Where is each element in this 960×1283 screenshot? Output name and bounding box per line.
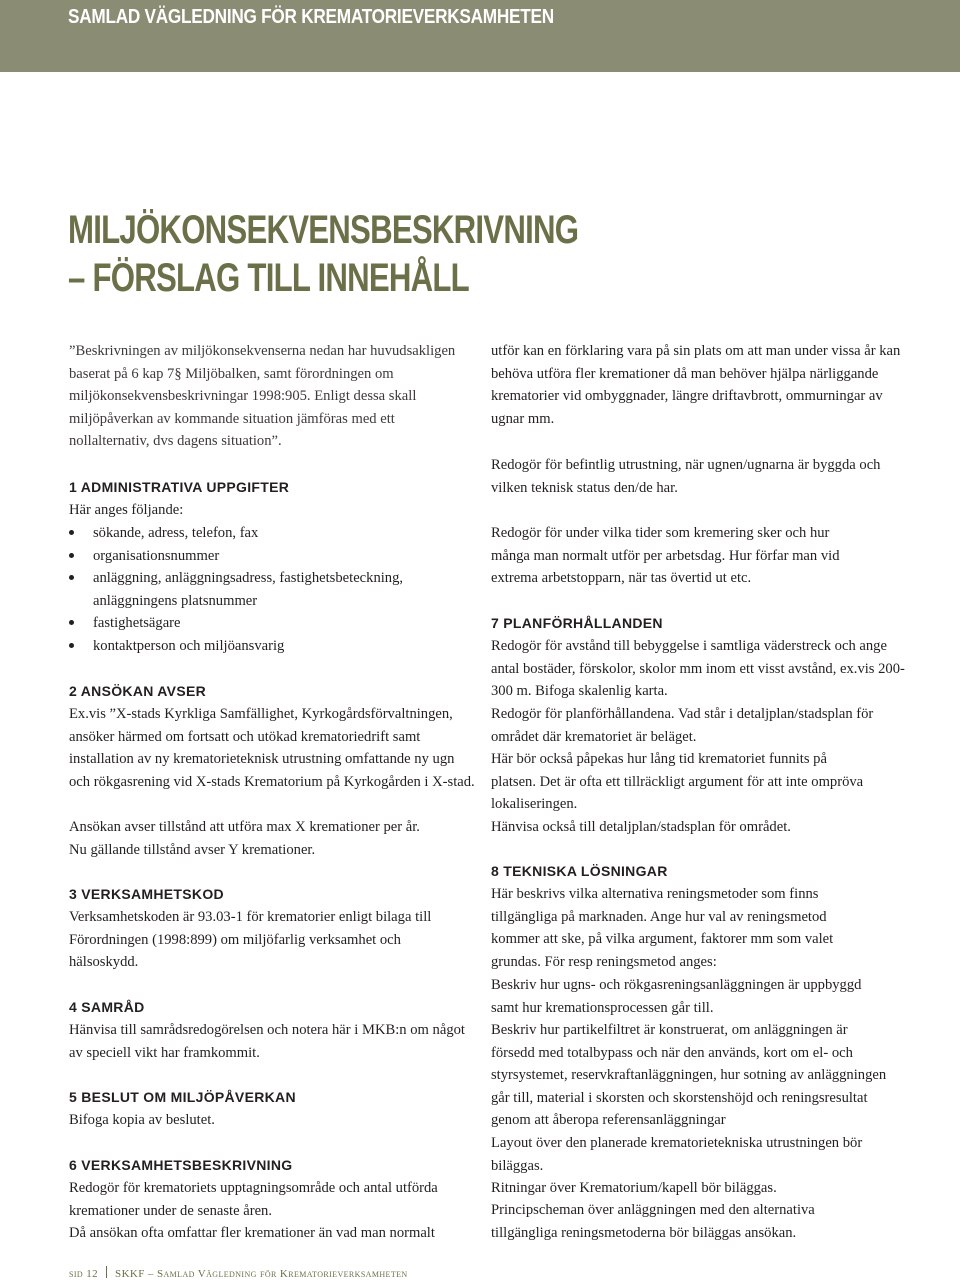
section-6-paragraph-2: Då ansökan ofta omfattar fler kremationer än vad man normalt	[69, 1225, 435, 1241]
page-title-line-2: – FÖRSLAG TILL INNEHÅLL	[68, 256, 469, 300]
section-6-heading: 6 VERKSAMHETSBESKRIVNING	[69, 1157, 293, 1173]
page-number: sid 12	[69, 1268, 99, 1280]
continued-paragraph-1: utför kan en förklaring vara på sin plats om att man under vissa år kan behöva utföra fler kremationer då man behöver hjälpa närliggande krematorier vid ombyggnader, längre driftavbrott, ommurningar av ugnar mm.	[491, 343, 901, 427]
section-2-paragraph-3: Nu gällande tillstånd avser Y kremationer.	[69, 842, 316, 858]
section-8-paragraph-2: Beskriv hur ugns- och rökgasreningsanläggningen är uppbyggd samt hur kremationsprocessen går till.	[491, 977, 862, 1016]
section-6-paragraph-1: Redogör för krematoriets upptagningsområde och antal utförda kremationer under de senaste åren.	[69, 1180, 438, 1219]
section-7-paragraph-4: Hänvisa också till detaljplan/stadsplan för området.	[491, 819, 791, 835]
bullet-icon	[69, 620, 74, 625]
section-4-paragraph: Hänvisa till samrådsredogörelsen och notera här i MKB:n om något av speciell vikt har framkommit.	[69, 1022, 465, 1061]
footer-source: SKKF – Samlad Vägledning för Krematorieverksamheten	[115, 1268, 408, 1280]
section-4-heading: 4 SAMRÅD	[69, 999, 145, 1015]
list-item: kontaktperson och miljöansvarig	[69, 635, 449, 658]
section-7-heading: 7 PLANFÖRHÅLLANDEN	[491, 615, 663, 631]
section-8-paragraph-3: Beskriv hur partikelfiltret är konstruerat, om anläggningen är försedd med totalbypass och när den används, kort om el- och styrsystemet, reservkraftanläggningen, hur sotning av anläggningen går till, material i skorsten och skorstenshöjd och reningsresultat genom att åberopa referensanläggningar	[491, 1022, 887, 1129]
footer-divider	[106, 1266, 107, 1278]
list-item: sökande, adress, telefon, fax	[69, 522, 449, 545]
page-footer	[69, 1266, 408, 1280]
section-3-paragraph: Verksamhetskoden är 93.03-1 för krematorier enligt bilaga till Förordningen (1998:899) om miljöfarlig verksamhet och hälsoskydd.	[69, 909, 432, 971]
list-item: fastighetsägare	[69, 612, 449, 635]
continued-paragraph-3: Redogör för under vilka tider som kremering sker och hur många man normalt utför per arbetsdag. Hur förfar man vid extrema arbetstopparn, när tas övertid ut etc.	[491, 525, 840, 587]
bullet-icon	[69, 575, 74, 580]
section-7-paragraph-1: Redogör för avstånd till bebyggelse i samtliga väderstreck och ange antal bostäder, förskolor, skolor mm inom ett visst avstånd, ex.vis 200-300 m. Bifoga skalenlig karta.	[491, 638, 905, 700]
page-title	[68, 206, 578, 302]
list-item: organisationsnummer	[69, 545, 449, 568]
intro-quote: ”Beskrivningen av miljökonsekvenserna nedan har huvudsakligen baserat på 6 kap 7§ Miljöbalken, samt förordningen om miljökonsekvensbeskrivningar 1998:905. Enligt dessa skall miljöpåverkan av kommande situation jämföras med ett nollalternativ, dvs dagens situation”.	[69, 343, 456, 450]
bullet-icon	[69, 530, 74, 535]
page-title-line-1: MILJÖKONSEKVENSBESKRIVNING	[68, 208, 579, 252]
bullet-icon	[69, 553, 74, 558]
section-8-heading: 8 TEKNISKA LÖSNINGAR	[491, 863, 668, 879]
section-2-paragraph-1: Ex.vis ”X-stads Kyrkliga Samfällighet, Kyrkogårdsförvaltningen, ansöker härmed om fortsatt och utökad krematoriedrift samt installation av ny krematorieteknisk utrustning omfattande ny ugn och rökgasrening vid X-stads Krematorium på Kyrkogården i X-stad.	[69, 706, 475, 790]
list-item: anläggning, anläggningsadress, fastighetsbeteckning, anläggningens platsnummer	[69, 567, 449, 612]
bullet-icon	[69, 643, 74, 648]
section-8-paragraph-6: Principscheman över anläggningen med den alternativa tillgängliga reningsmetoderna bör biläggas ansökan.	[491, 1202, 815, 1241]
section-1-list	[69, 522, 449, 658]
section-3-heading: 3 VERKSAMHETSKOD	[69, 886, 224, 902]
section-2-heading: 2 ANSÖKAN AVSER	[69, 683, 207, 699]
running-title: SAMLAD VÄGLEDNING FÖR KREMATORIEVERKSAMHETEN	[68, 6, 554, 28]
section-5-paragraph: Bifoga kopia av beslutet.	[69, 1112, 215, 1128]
section-5-heading: 5 BESLUT OM MILJÖPÅVERKAN	[69, 1089, 296, 1105]
section-7-paragraph-3: Här bör också påpekas hur lång tid krematoriet funnits på platsen. Det är ofta ett tillräckligt argument för att inte ompröva lokaliseringen.	[491, 751, 864, 813]
section-2-paragraph-2: Ansökan avser tillstånd att utföra max X kremationer per år.	[69, 819, 420, 835]
header-band	[0, 0, 960, 72]
section-8-paragraph-4: Layout över den planerade krematorietekniska utrustningen bör biläggas.	[491, 1135, 863, 1174]
section-1-heading: 1 ADMINISTRATIVA UPPGIFTER	[69, 479, 290, 495]
continued-paragraph-2: Redogör för befintlig utrustning, när ugnen/ugnarna är byggda och vilken teknisk status den/de har.	[491, 457, 881, 496]
section-1-lead: Här anges följande:	[69, 502, 184, 518]
section-7-paragraph-2: Redogör för planförhållandena. Vad står i detaljplan/stadsplan för området där krematoriet är beläget.	[491, 706, 874, 745]
section-8-paragraph-5: Ritningar över Krematorium/kapell bör biläggas.	[491, 1180, 777, 1196]
section-8-paragraph-1: Här beskrivs vilka alternativa reningsmetoder som finns tillgängliga på marknaden. Ange hur val av reningsmetod kommer att ske, på vilka argument, faktorer mm som valet grundas. För resp reningsmetod anges:	[491, 886, 834, 970]
